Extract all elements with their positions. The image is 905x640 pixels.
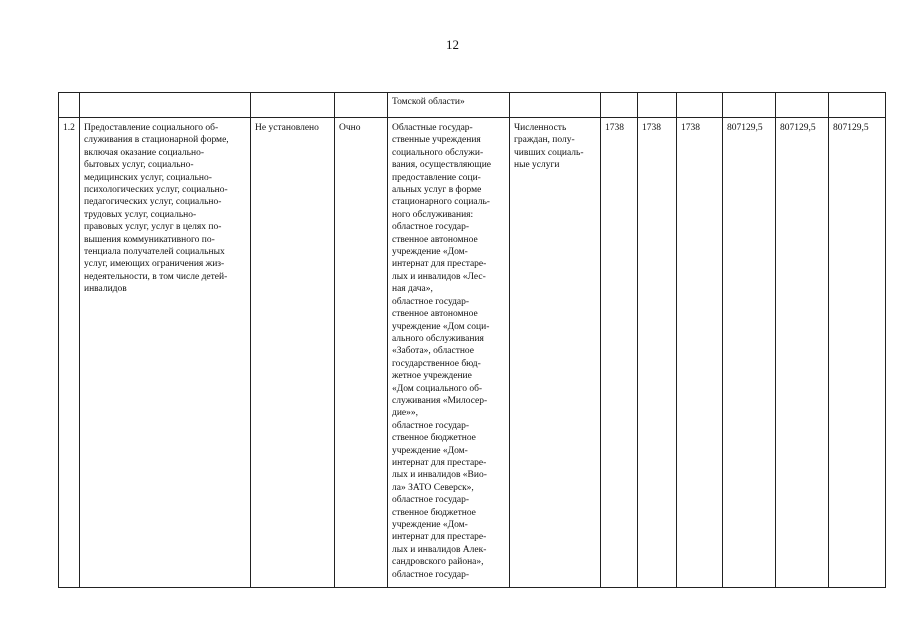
cell-value-2: 1738: [638, 118, 677, 588]
cell-value-3: 1738: [677, 118, 723, 588]
cell-value-5: [776, 93, 829, 118]
cell-indicator: [510, 93, 601, 118]
cell-value-1: 1738: [601, 118, 638, 588]
services-table: [58, 92, 886, 588]
table-row-1-2: [59, 118, 886, 588]
cell-indicator: Численность граждан, полу- чивших социаль- ные услуги: [510, 118, 601, 588]
cell-num: [59, 93, 80, 118]
cell-service-name: [80, 93, 251, 118]
cell-form: Очно: [335, 118, 388, 588]
cell-institutions: Томской области»: [388, 93, 510, 118]
cell-value-6: 807129,5: [829, 118, 886, 588]
cell-value-5: 807129,5: [776, 118, 829, 588]
cell-value-2: [638, 93, 677, 118]
cell-value-3: [677, 93, 723, 118]
cell-requirement: [251, 93, 335, 118]
table-row-continuation: [59, 93, 886, 118]
cell-value-6: [829, 93, 886, 118]
page-number: 12: [446, 37, 459, 52]
cell-requirement: Не установлено: [251, 118, 335, 588]
cell-service-name: Предоставление социального об- служивания в стационарной форме, включая оказание социально- бытовых услуг, социально- медицинских услуг, социально- психологических услуг, социально- педагогических услуг, социально- трудовых услуг, социально- правовых услуг, услуг в целях по- вышения коммуникативного по- тенциала получателей социальных услуг, имеющих ограничения жиз- недеятельности, в том числе детей- инвалидов: [80, 118, 251, 588]
cell-value-1: [601, 93, 638, 118]
cell-num: 1.2: [59, 118, 80, 588]
cell-institutions: Областные государ- ственные учреждения социального обслужи- вания, осуществляющие предоставление соци- альных услуг в форме стационарного социаль- ного обслуживания: областное государ- ственное автономное учреждение «Дом- интернат для престаре- лых и инвалидов «Лес- ная дача», областное государ- ственное автономное учреждение «Дом соци- ального обслуживания «Забота», областное государственное бюд- жетное учреждение «Дом социального об- служивания «Милосер- дие»», областное государ- ственное бюджетное учреждение «Дом- интернат для престаре- лых и инвалидов «Вио- ла» ЗАТО Северск», областное государ- ственное бюджетное учреждение «Дом- интернат для престаре- лых и инвалидов Алек- сандровского района», областное государ-: [388, 118, 510, 588]
cell-value-4: 807129,5: [723, 118, 776, 588]
cell-form: [335, 93, 388, 118]
cell-value-4: [723, 93, 776, 118]
